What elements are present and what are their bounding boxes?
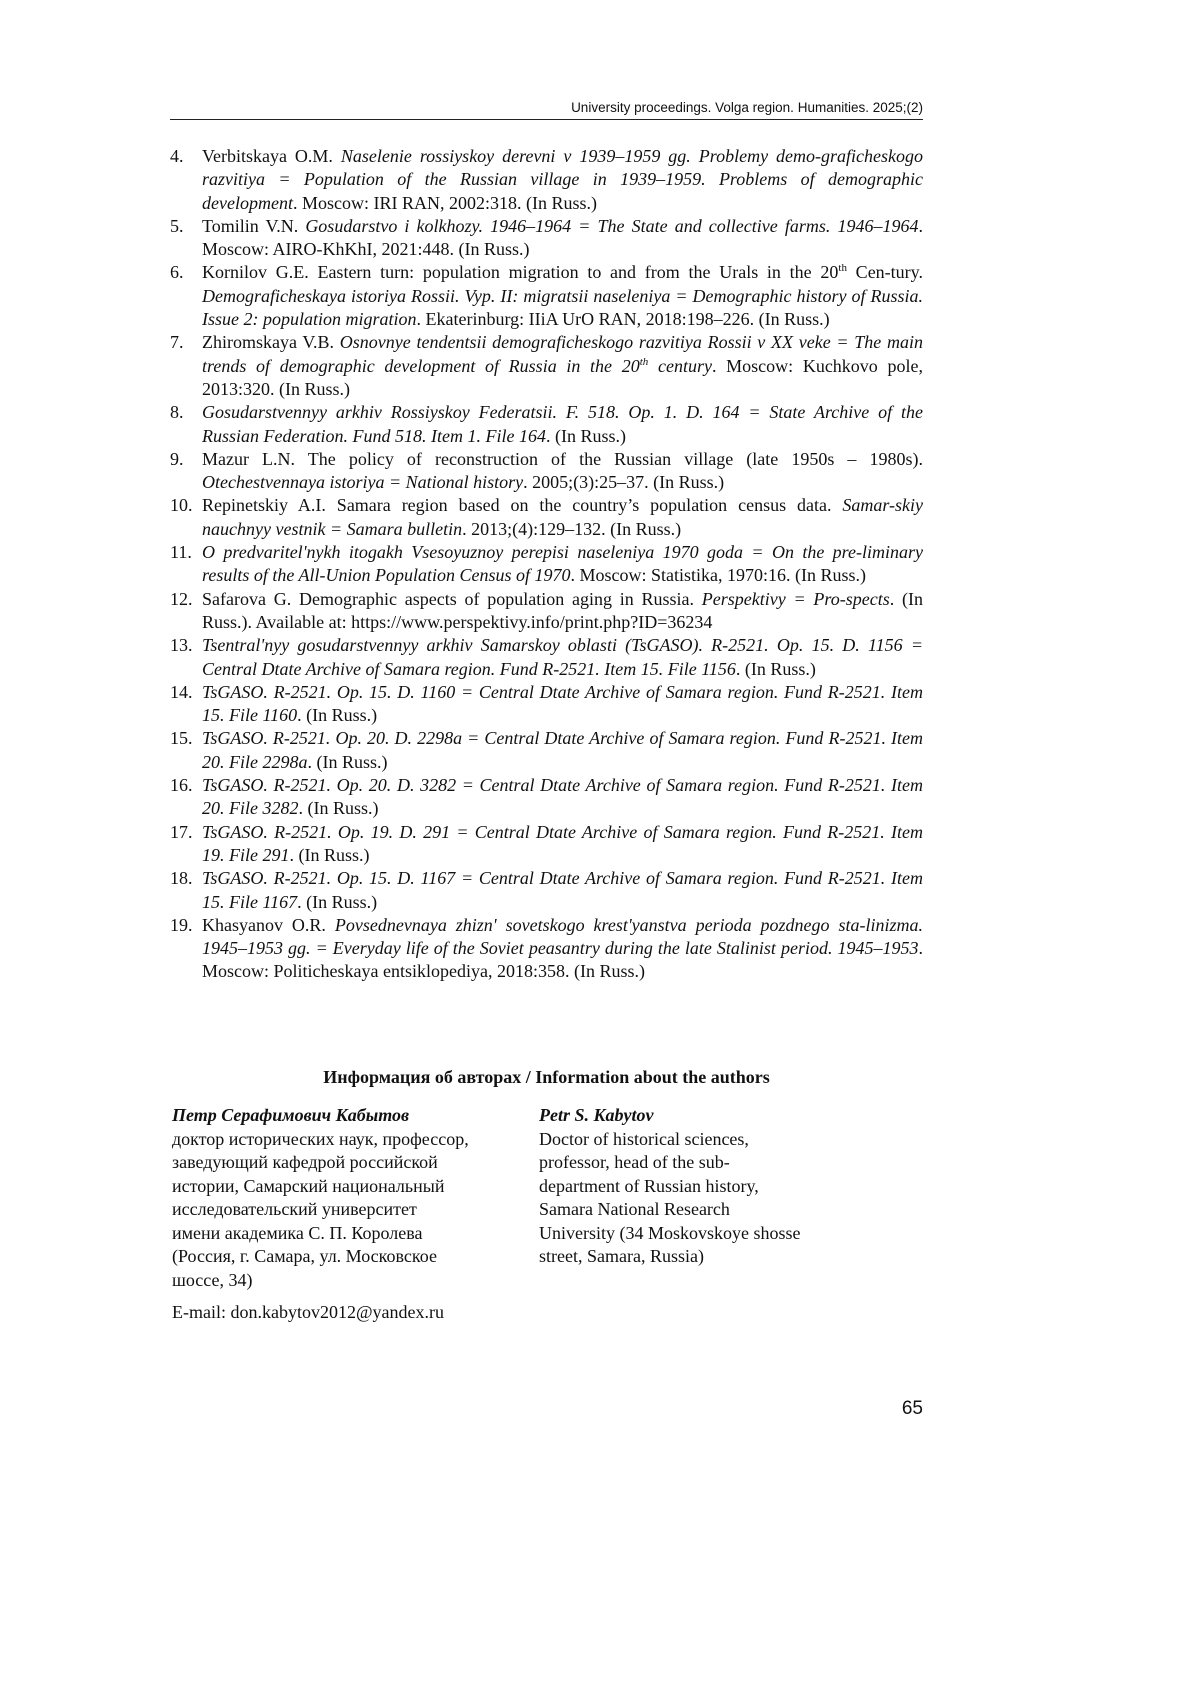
reference-segment: Verbitskaya O.M.	[202, 146, 341, 166]
reference-number: 17.	[170, 821, 193, 842]
reference-title: Tsentral'nyy gosudarstvennyy arkhiv Samarskoy oblasti (TsGASO). R-2521. Op. 15. D. 1156 = Central Dtate Archive of Samara region. Fund R-2521. Item 15. File 1156	[202, 635, 923, 679]
author-affiliation-line: Doctor of historical sciences,	[539, 1128, 749, 1149]
reference-number: 10.	[170, 495, 193, 516]
reference-segment: . (In Russ.)	[545, 425, 626, 446]
reference-text	[202, 494, 923, 541]
reference-segment: . (In Russ.)	[289, 844, 370, 865]
author-info-ru	[172, 1104, 517, 1292]
reference-number: 13.	[170, 635, 193, 656]
reference-text	[202, 448, 923, 495]
running-title: University proceedings. Volga region. Humanities. 2025;(2)	[571, 100, 923, 115]
reference-title: Povsednevnaya zhizn' sovetskogo krest'yanstva perioda pozdnego sta-linizma. 1945–1953 gg. = Everyday life of the Soviet peasantry during the late Stalinist period. 1945–1953	[202, 914, 923, 959]
reference-number: 19.	[170, 914, 193, 935]
reference-segment: Zhiromskaya V.B.	[202, 332, 340, 353]
reference-segment: . Moscow: Politicheskaya entsiklopediya, 2018:358. (In Russ.)	[202, 938, 923, 982]
reference-segment: . (In Russ.)	[307, 751, 388, 772]
reference-text	[202, 261, 923, 331]
reference-text	[202, 914, 923, 984]
author-affiliation-line: University (34 Moskovskoye shosse	[539, 1222, 801, 1243]
page-number: 65	[901, 1398, 923, 1419]
reference-item	[170, 401, 923, 448]
reference-title: Osnovnye tendentsii demograficheskogo razvitiya Rossii v XX veke = The main trends of demographic development of Russia in the 20	[202, 332, 923, 376]
reference-number: 6.	[170, 262, 184, 283]
author-affiliation-line: истории, Самарский национальный	[172, 1175, 445, 1196]
reference-title: Perspektivy = Pro-spects	[701, 588, 890, 609]
reference-number: 14.	[170, 681, 193, 702]
author-affiliation-line: street, Samara, Russia)	[539, 1246, 704, 1266]
reference-text	[202, 215, 923, 262]
reference-number: 12.	[170, 588, 193, 609]
reference-segment: . (In Russ.)	[735, 658, 816, 679]
reference-title: Demograficheskaya istoriya Rossii. Vyp. II: migratsii naseleniya = Demographic history of Russia. Issue 2: population migration	[202, 285, 923, 330]
reference-segment: Khasyanov O.R.	[202, 914, 335, 935]
reference-segment: . (In Russ.)	[298, 798, 379, 819]
reference-segment: Tomilin V.N.	[202, 215, 306, 236]
reference-title: Otechestvennaya istoriya = National history	[202, 472, 524, 493]
author-email[interactable]: E-mail: don.kabytov2012@yandex.ru	[172, 1302, 445, 1322]
reference-segment: . (In Russ.)	[297, 705, 378, 726]
reference-item	[170, 821, 923, 868]
reference-item	[170, 541, 923, 588]
reference-item	[170, 494, 923, 541]
author-affiliation-line: имени академика С. П. Королева	[172, 1222, 423, 1243]
reference-text	[202, 401, 923, 448]
reference-item	[170, 331, 923, 401]
superscript: th	[838, 262, 847, 275]
reference-segment: . 2005;(3):25–37. (In Russ.)	[523, 472, 725, 493]
superscript: th	[639, 355, 649, 368]
reference-item	[170, 867, 923, 914]
reference-segment: . (In Russ.)	[297, 891, 378, 912]
reference-title: Naselenie rossiyskoy derevni v 1939–1959 gg. Problemy demo-graficheskogo razvitiya = Population of the Russian village in 1939–1959. Problems of demographic development	[202, 146, 923, 213]
reference-title: century	[648, 355, 712, 376]
author-affiliation-line: (Россия, г. Самара, ул. Московское	[172, 1246, 437, 1266]
reference-item	[170, 914, 923, 984]
reference-item	[170, 448, 923, 495]
reference-segment: . 2013;(4):129–132. (In Russ.)	[462, 518, 682, 539]
reference-title: TsGASO. R-2521. Op. 19. D. 291 = Central Dtate Archive of Samara region. Fund R-2521. Item 19. File 291	[202, 821, 923, 865]
reference-number: 7.	[170, 332, 184, 353]
reference-item	[170, 215, 923, 262]
reference-segment: Repinetskiy A.I. Samara region based on the country’s population census data.	[202, 495, 843, 516]
reference-item	[170, 145, 923, 215]
reference-text	[202, 588, 923, 635]
reference-text	[202, 681, 923, 728]
reference-item	[170, 681, 923, 728]
reference-text	[202, 331, 923, 401]
reference-text	[202, 727, 923, 774]
reference-text	[202, 821, 923, 868]
reference-segment: Safarova G. Demographic aspects of population aging in Russia.	[202, 588, 702, 609]
reference-segment: . Moscow: Statistika, 1970:16. (In Russ.)	[570, 565, 866, 586]
reference-segment: . Moscow: Kuchkovo pole, 2013:320. (In Russ.)	[202, 355, 923, 399]
reference-item	[170, 588, 923, 635]
reference-segment: Mazur L.N. The policy of reconstruction of the Russian village (late 1950s – 1980s).	[202, 448, 923, 469]
author-affiliation-line: исследовательский университет	[172, 1199, 417, 1219]
reference-title: Samar-skiy nauchnyy vestnik = Samara bulletin	[202, 495, 923, 539]
reference-number: 8.	[170, 402, 184, 423]
reference-item	[170, 774, 923, 821]
reference-text	[202, 634, 923, 681]
reference-segment: Cen-tury.	[846, 262, 923, 283]
author-affiliation-line: шоссе, 34)	[172, 1269, 253, 1290]
author-name-ru: Петр Серафимович Кабытов	[172, 1105, 410, 1125]
running-header	[170, 100, 923, 120]
reference-text	[202, 867, 923, 914]
author-affiliation-line: department of Russian history,	[539, 1175, 759, 1196]
author-name-en: Petr S. Kabytov	[539, 1105, 654, 1125]
reference-title: O predvaritel'nykh itogakh Vsesoyuznoy perepisi naseleniya 1970 goda = On the pre-liminary results of the All-Union Population Census of 1970	[202, 542, 923, 586]
reference-text	[202, 145, 923, 215]
reference-title: TsGASO. R-2521. Op. 15. D. 1167 = Central Dtate Archive of Samara region. Fund R-2521. Item 15. File 1167	[202, 868, 923, 912]
reference-number: 15.	[170, 728, 193, 749]
reference-text	[202, 541, 923, 588]
reference-segment: . Moscow: IRI RAN, 2002:318. (In Russ.)	[292, 192, 597, 213]
reference-number: 4.	[170, 146, 184, 166]
reference-segment: . (In Russ.). Available at: https://www.perspektivy.info/print.php?ID=36234	[202, 588, 923, 632]
reference-item	[170, 727, 923, 774]
reference-title: Gosudarstvo i kolkhozy. 1946–1964 = The State and collective farms. 1946–1964	[305, 215, 919, 236]
authors-section-title: Информация об авторах / Information about the authors	[323, 1067, 770, 1087]
reference-item	[170, 634, 923, 681]
author-affiliation-line: professor, head of the sub-	[539, 1152, 730, 1172]
author-info-en	[539, 1104, 869, 1269]
reference-segment: Kornilov G.E. Eastern turn: population migration to and from the Urals in the 20	[202, 262, 839, 283]
author-affiliation-line: Samara National Research	[539, 1199, 730, 1219]
author-affiliation-line: заведующий кафедрой российской	[172, 1152, 438, 1172]
reference-number: 5.	[170, 215, 184, 236]
reference-number: 16.	[170, 775, 193, 796]
reference-number: 11.	[170, 542, 192, 563]
reference-segment: . Ekaterinburg: IIiA UrO RAN, 2018:198–226. (In Russ.)	[416, 309, 830, 330]
reference-title: TsGASO. R-2521. Op. 15. D. 1160 = Central Dtate Archive of Samara region. Fund R-2521. Item 15. File 1160	[202, 681, 923, 726]
reference-number: 18.	[170, 868, 193, 889]
reference-title: TsGASO. R-2521. Op. 20. D. 2298a = Central Dtate Archive of Samara region. Fund R-2521. Item 20. File 2298a	[202, 728, 923, 772]
reference-item	[170, 261, 923, 331]
reference-text	[202, 774, 923, 821]
author-affiliation-line: доктор исторических наук, профессор,	[172, 1128, 469, 1149]
reference-title: Gosudarstvennyy arkhiv Rossiyskoy Federatsii. F. 518. Op. 1. D. 164 = State Archive of the Russian Federation. Fund 518. Item 1. File 164	[202, 402, 923, 446]
reference-list	[170, 145, 923, 984]
reference-number: 9.	[170, 448, 184, 469]
reference-segment: . Moscow: AIRO-KhKhI, 2021:448. (In Russ.)	[202, 215, 923, 260]
reference-title: TsGASO. R-2521. Op. 20. D. 3282 = Central Dtate Archive of Samara region. Fund R-2521. Item 20. File 3282	[202, 775, 923, 819]
